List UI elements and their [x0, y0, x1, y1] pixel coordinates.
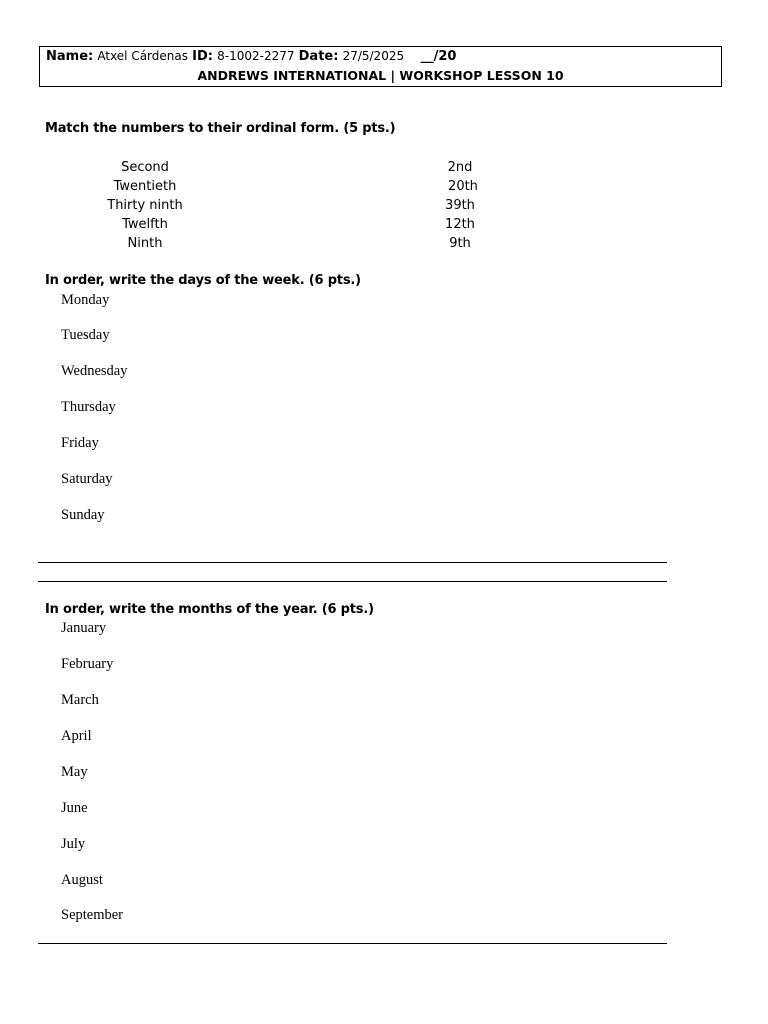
- name-label: Name:: [46, 49, 94, 64]
- divider-line: [38, 943, 667, 944]
- month-answer: August: [61, 872, 103, 888]
- day-answer: Monday: [61, 292, 110, 308]
- score-field: __/20: [420, 49, 457, 64]
- worksheet-title: ANDREWS INTERNATIONAL | WORKSHOP LESSON 10: [197, 68, 564, 83]
- month-answer: February: [61, 656, 114, 672]
- ordinal-number: 12th: [445, 217, 475, 232]
- month-answer: July: [61, 836, 86, 852]
- date-label: Date:: [298, 49, 339, 64]
- month-answer: April: [61, 728, 92, 744]
- ordinal-word: Thirty ninth: [107, 198, 183, 213]
- section-heading-ordinals: Match the numbers to their ordinal form. (5 pts.): [45, 121, 396, 136]
- ordinal-word: Twelfth: [122, 217, 168, 232]
- month-answer: January: [61, 620, 107, 636]
- ordinal-word: Second: [121, 160, 169, 175]
- ordinal-number: 39th: [445, 198, 475, 213]
- day-answer: Wednesday: [61, 363, 128, 379]
- month-answer: June: [61, 800, 88, 816]
- ordinal-word: Twentieth: [113, 179, 177, 194]
- date-value: 27/5/2025: [342, 49, 405, 63]
- section-heading-months: In order, write the months of the year. (6 pts.): [45, 602, 374, 617]
- day-answer: Tuesday: [61, 327, 110, 343]
- student-info-line: [46, 49, 456, 64]
- id-label: ID:: [192, 49, 213, 64]
- ordinal-number: 2nd: [447, 160, 473, 175]
- day-answer: Saturday: [61, 471, 113, 487]
- day-answer: Sunday: [61, 507, 105, 523]
- month-answer: September: [61, 907, 124, 923]
- day-answer: Thursday: [61, 399, 116, 415]
- section-heading-days: In order, write the days of the week. (6 pts.): [45, 273, 361, 288]
- month-answer: May: [61, 764, 88, 780]
- divider-line: [38, 562, 667, 563]
- month-answer: March: [61, 692, 99, 708]
- name-value: Atxel Cárdenas: [97, 49, 188, 63]
- ordinal-word: Ninth: [127, 236, 163, 251]
- ordinal-number: 20th: [448, 179, 478, 194]
- id-value: 8-1002-2277: [217, 49, 295, 63]
- day-answer: Friday: [61, 435, 99, 451]
- header-box: [39, 46, 722, 87]
- ordinal-number: 9th: [449, 236, 471, 251]
- divider-line: [38, 581, 667, 582]
